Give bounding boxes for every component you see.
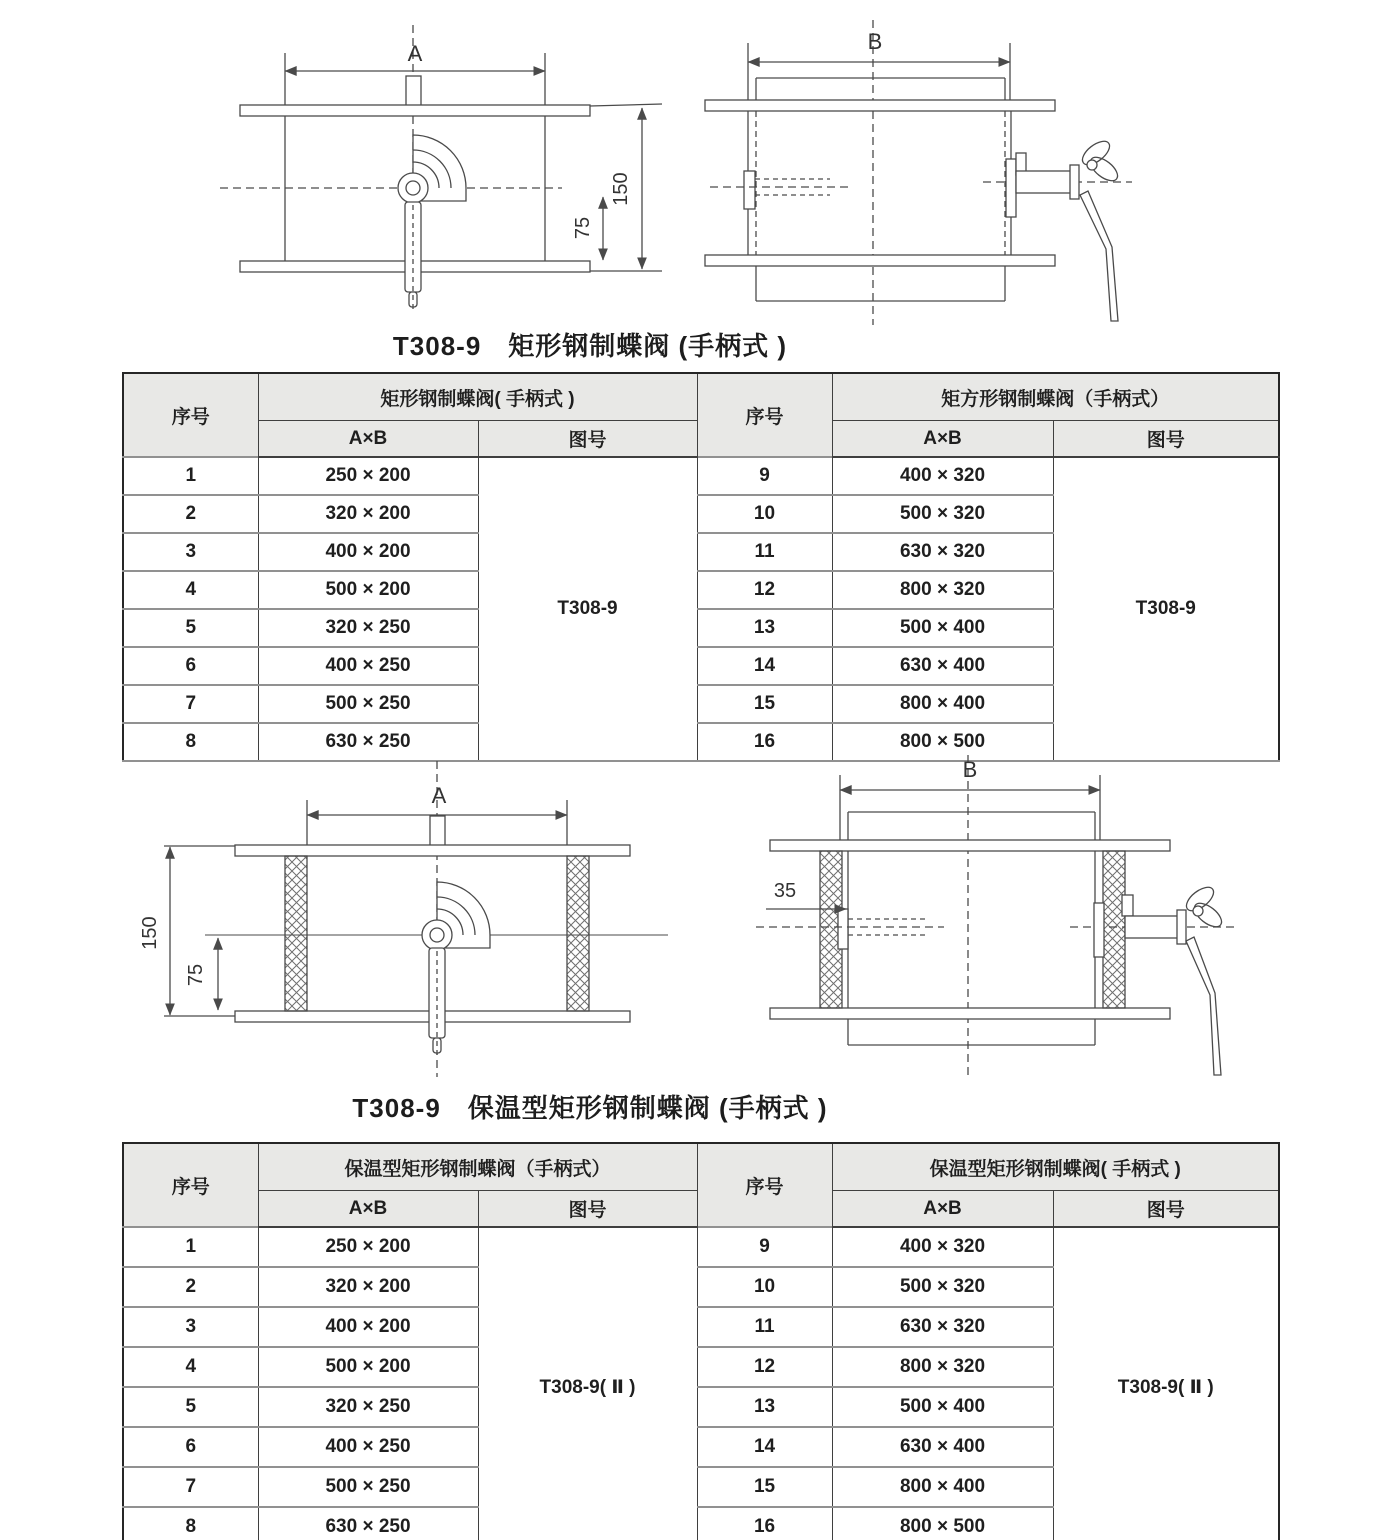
seq-cell: 9 [697,1227,832,1267]
seq-cell: 9 [697,457,832,495]
seq-cell: 10 [697,1267,832,1307]
seq-cell: 1 [123,1227,258,1267]
handle-lever [1186,937,1221,1075]
size-cell: 250 × 200 [258,457,478,495]
size-cell: 400 × 250 [258,647,478,685]
size-cell: 320 × 250 [258,609,478,647]
left-group-header: 保温型矩形钢制蝶阀（手柄式） [258,1143,697,1191]
seq-cell: 5 [123,609,258,647]
size-cell: 500 × 200 [258,571,478,609]
tuhao-header: 图号 [478,421,697,458]
size-cell: 800 × 320 [832,1347,1053,1387]
seq-cell: 7 [123,685,258,723]
seq-cell: 13 [697,1387,832,1427]
size-cell: 800 × 500 [832,1507,1053,1540]
size-cell: 630 × 400 [832,647,1053,685]
spec-table-plain [122,372,1280,762]
size-cell: 800 × 500 [832,723,1053,761]
side-view-drawing-plain [680,5,1140,335]
size-cell: 400 × 200 [258,1307,478,1347]
figure1-caption: T308-9 矩形钢制蝶阀 (手柄式 ) [392,331,788,361]
top-flange [240,105,590,116]
seq-cell: 11 [697,1307,832,1347]
size-cell: 500 × 320 [832,495,1053,533]
right-group-header: 保温型矩形钢制蝶阀( 手柄式 ) [832,1143,1279,1191]
right-group-header: 矩方形钢制蝶阀（手柄式） [832,373,1279,421]
size-cell: 400 × 200 [258,533,478,571]
dim-label-150: 150 [610,172,632,206]
handle-rod [405,202,421,313]
bottom-flange [705,255,1055,266]
size-cell: 400 × 250 [258,1427,478,1467]
top-flange [235,845,630,856]
tuhao-header: 图号 [1053,421,1279,458]
dim-label-75: 75 [185,963,207,987]
seq-cell: 4 [123,1347,258,1387]
axle-bolt-left [756,909,944,949]
seq-cell: 15 [697,685,832,723]
size-cell: 500 × 250 [258,1467,478,1507]
drawing-no-cell: T308-9 [1053,457,1279,761]
table-row [123,457,1279,495]
seq-cell: 3 [123,1307,258,1347]
axb-header: A×B [258,421,478,458]
size-cell: 630 × 320 [832,1307,1053,1347]
seq-cell: 15 [697,1467,832,1507]
seq-cell: 12 [697,571,832,609]
tuhao-header: 图号 [1053,1191,1279,1228]
tuhao-header: 图号 [478,1191,697,1228]
handle-lever [1080,191,1118,321]
size-cell: 800 × 320 [832,571,1053,609]
seq-cell: 8 [123,723,258,761]
seq-cell: 16 [697,723,832,761]
shaft-stub [430,816,445,846]
size-cell: 400 × 320 [832,457,1053,495]
dim-label-B: B [867,29,883,54]
insulation-strip-right [567,856,589,1011]
top-flange [770,840,1170,851]
seq-cell: 14 [697,647,832,685]
size-cell: 400 × 320 [832,1227,1053,1267]
seq-cell: 4 [123,571,258,609]
side-view-drawing-insulated [730,745,1250,1085]
seq-cell: 2 [123,1267,258,1307]
spec-table-insulated [122,1142,1280,1540]
size-cell: 500 × 400 [832,609,1053,647]
axb-header: A×B [832,1191,1053,1228]
size-cell: 500 × 400 [832,1387,1053,1427]
seq-cell: 1 [123,457,258,495]
seq-cell: 5 [123,1387,258,1427]
insulation-strip-left [285,856,307,1011]
seq-cell: 6 [123,647,258,685]
axb-header: A×B [258,1191,478,1228]
seq-cell: 11 [697,533,832,571]
drawing-no-cell: T308-9 [478,457,697,761]
size-cell: 800 × 400 [832,1467,1053,1507]
seq-header: 序号 [697,1143,832,1227]
front-view-drawing-plain [170,5,690,335]
seq-cell: 13 [697,609,832,647]
size-cell: 630 × 250 [258,723,478,761]
top-flange [705,100,1055,111]
seq-cell: 8 [123,1507,258,1540]
seq-cell: 3 [123,533,258,571]
size-cell: 630 × 320 [832,533,1053,571]
quadrant-handle [398,135,466,203]
size-cell: 630 × 250 [258,1507,478,1540]
table-row [123,1227,1279,1267]
dim-label-150: 150 [139,916,161,950]
size-cell: 320 × 200 [258,495,478,533]
seq-cell: 2 [123,495,258,533]
bottom-flange [770,1008,1170,1019]
size-cell: 500 × 250 [258,685,478,723]
quadrant-handle [422,882,490,950]
handle-rod [429,948,445,1059]
front-view-drawing-insulated [130,745,670,1085]
size-cell: 800 × 400 [832,685,1053,723]
dim-label-35: 35 [773,880,797,902]
seq-header: 序号 [697,373,832,457]
seq-cell: 16 [697,1507,832,1540]
axle-bolt-left [710,171,848,209]
dim-label-A: A [407,41,423,66]
left-group-header: 矩形钢制蝶阀( 手柄式 ) [258,373,697,421]
size-cell: 630 × 400 [832,1427,1053,1467]
seq-cell: 7 [123,1467,258,1507]
seq-cell: 14 [697,1427,832,1467]
dim-label-A: A [431,783,447,808]
dim-label-75: 75 [572,216,594,240]
size-cell: 500 × 320 [832,1267,1053,1307]
shaft-stub [406,76,421,106]
size-cell: 500 × 200 [258,1347,478,1387]
seq-cell: 6 [123,1427,258,1467]
insulation-strip-right [1103,851,1125,1008]
seq-cell: 10 [697,495,832,533]
size-cell: 320 × 250 [258,1387,478,1427]
drawing-no-cell: T308-9( Ⅱ ) [478,1227,697,1540]
seq-header: 序号 [123,373,258,457]
dim-label-B: B [962,757,978,782]
figure2-caption: T308-9 保温型矩形钢制蝶阀 (手柄式 ) [352,1093,828,1123]
drawing-no-cell: T308-9( Ⅱ ) [1053,1227,1279,1540]
seq-cell: 12 [697,1347,832,1387]
size-cell: 250 × 200 [258,1227,478,1267]
axb-header: A×B [832,421,1053,458]
seq-header: 序号 [123,1143,258,1227]
size-cell: 320 × 200 [258,1267,478,1307]
